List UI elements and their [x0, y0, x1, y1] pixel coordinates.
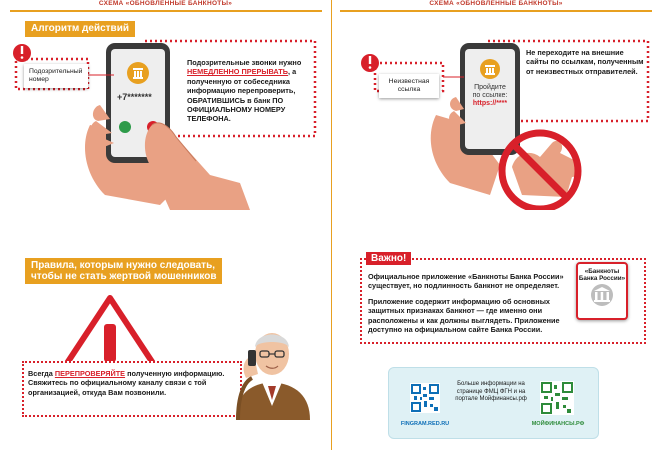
rules-label-line1: Правила, которым нужно следовать,	[31, 260, 215, 271]
phone-number-text: +7*******	[117, 92, 152, 102]
important-para2: Приложение содержит информацию об основных защитных признаках банкнот — где именно они расположены и как должны выглядеть. Приложение доступно на официальном сайте Банка России.	[368, 297, 560, 335]
phone-line-1: Пройдите	[474, 84, 506, 91]
rules-label-line2: чтобы не стать жертвой мошенников	[31, 271, 217, 282]
suspicious-number-callout: Подозрительный номер	[24, 64, 88, 88]
header-rule-right	[340, 10, 652, 12]
fingram-qr-code	[410, 383, 440, 413]
center-divider	[331, 0, 332, 450]
phone-line-2: по ссылке:	[472, 92, 508, 99]
man-on-phone-illustration	[228, 316, 316, 420]
panel2-instruction-text: Не переходите на внешние сайты по ссылкам, полученным от неизвестных отправителей.	[526, 48, 644, 76]
phone-message	[466, 84, 514, 108]
header-title-left: СХЕМА «ОБНОВЛЕННЫЕ БАНКНОТЫ»	[98, 0, 233, 7]
moifinansy-caption: МОЙФИНАНСЫ.РФ	[531, 421, 585, 427]
footer-center-text: Больше информации на странице ФМЦ ФГН и на портале Мойфинансы.рф	[455, 381, 527, 402]
important-para1: Официальное приложение «Банкноты Банка России» существует, но подлинность банкнот не определяет.	[368, 272, 564, 291]
important-label: Важно!	[366, 252, 411, 265]
fingram-caption: FINGRAM.RED.RU	[400, 421, 450, 427]
phone-link: https://****	[472, 100, 508, 107]
panel1-instruction-text: Подозрительные звонки нужно НЕМЕДЛЕННО ПРЕРЫВАТЬ, а полученную от собеседника информацию перепроверить, ОБРАТИВШИСЬ в банк ПО ОФИЦИАЛЬНОМУ НОМЕРУ ТЕЛЕФОНА.	[187, 58, 302, 124]
unknown-link-callout: Неизвестная ссылка	[379, 74, 439, 98]
banknotes-app-label: «Банкноты Банка России»	[578, 268, 626, 282]
panel3-instruction-text: Всегда ПЕРЕПРОВЕРЯЙТЕ полученную информацию. Свяжитесь по официальному каналу связи с той организацией, откуда Вам позвонили.	[28, 369, 225, 397]
header-title-right: СХЕМА «ОБНОВЛЕННЫЕ БАНКНОТЫ»	[429, 0, 563, 7]
banknotes-app-badge	[576, 262, 628, 320]
header-rule-left	[10, 10, 322, 12]
moifinansy-qr-code	[540, 381, 574, 415]
algorithm-label: Алгоритм действий	[25, 21, 135, 37]
bank-building-icon	[578, 282, 626, 308]
rules-label	[25, 258, 222, 284]
